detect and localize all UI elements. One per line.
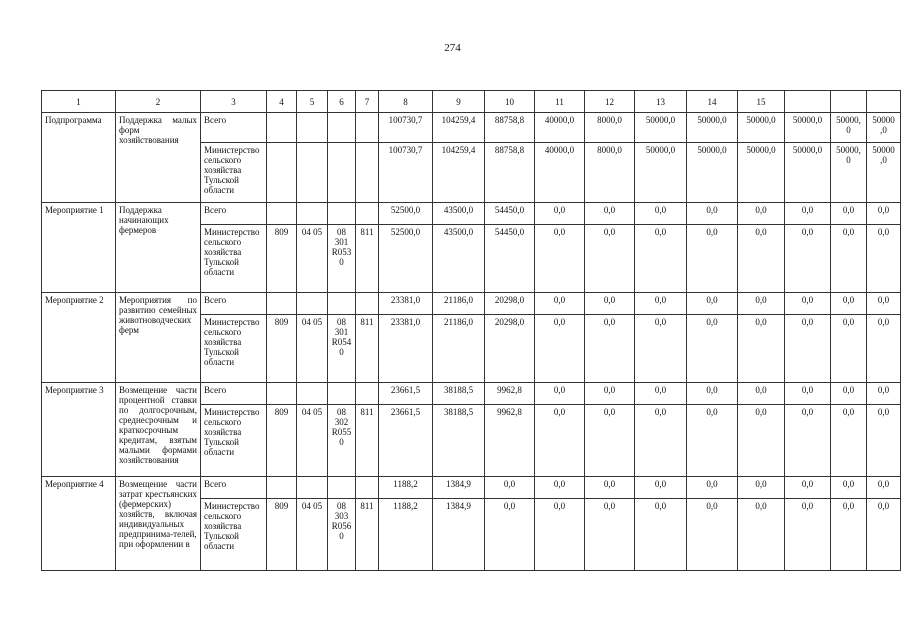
value-cell-col-17: 0,0	[831, 383, 867, 405]
header-cell-3: 3	[201, 91, 267, 113]
value-cell-col-11: 0,0	[535, 405, 585, 477]
header-row	[42, 91, 901, 113]
value-cell-col-14: 0,0	[687, 315, 738, 383]
header-cell-2: 2	[116, 91, 201, 113]
value-cell-col-18: 0,0	[867, 203, 901, 225]
program-item-name: Мероприятие 2	[42, 293, 116, 383]
value-cell-col-16: 0,0	[785, 405, 831, 477]
value-cell-col-11: 40000,0	[535, 143, 585, 203]
value-cell-col-14: 0,0	[687, 225, 738, 293]
header-cell-8: 8	[379, 91, 433, 113]
program-item-description: Мероприятия по развитию семейных животноводческих ферм	[116, 293, 201, 383]
page-number: 274	[444, 42, 461, 54]
value-cell-col-17: 50000, 0	[831, 143, 867, 203]
value-cell-col-13: 0,0	[635, 499, 687, 571]
value-cell-col-12: 0,0	[585, 405, 635, 477]
value-cell-col-9: 21186,0	[433, 293, 485, 315]
value-cell-col-6	[328, 293, 356, 315]
table-row	[42, 383, 901, 405]
value-cell-col-9: 43500,0	[433, 203, 485, 225]
value-cell-col-14: 0,0	[687, 499, 738, 571]
program-item-name: Мероприятие 4	[42, 477, 116, 571]
value-cell-col-6: 08 303 R056 0	[328, 499, 356, 571]
program-item-description: Возмещение части процентной ставки по долгосрочным, среднесрочным и краткосрочным кредитам, взятым малыми формами хозяйствования	[116, 383, 201, 477]
value-cell-col-9: 1384,9	[433, 477, 485, 499]
value-cell-col-5: 04 05	[297, 405, 328, 477]
funding-source-cell: Всего	[201, 203, 267, 225]
header-cell-18	[867, 91, 901, 113]
value-cell-col-16: 0,0	[785, 383, 831, 405]
value-cell-col-6	[328, 383, 356, 405]
value-cell-col-7: 811	[356, 499, 379, 571]
value-cell-col-12: 8000,0	[585, 143, 635, 203]
value-cell-col-9: 38188,5	[433, 405, 485, 477]
header-cell-17	[831, 91, 867, 113]
value-cell-col-15: 0,0	[738, 405, 785, 477]
value-cell-col-12: 0,0	[585, 477, 635, 499]
value-cell-col-10: 88758,8	[485, 113, 535, 143]
funding-source-cell: Министерство сельского хозяйства Тульской области	[201, 143, 267, 203]
program-item-description: Поддержка малых форм хозяйствования	[116, 113, 201, 203]
table-row	[42, 477, 901, 499]
value-cell-col-15: 0,0	[738, 477, 785, 499]
value-cell-col-5	[297, 143, 328, 203]
value-cell-col-15: 50000,0	[738, 143, 785, 203]
header-cell-1: 1	[42, 91, 116, 113]
value-cell-col-12: 8000,0	[585, 113, 635, 143]
value-cell-col-8: 23381,0	[379, 315, 433, 383]
value-cell-col-7	[356, 293, 379, 315]
value-cell-col-7: 811	[356, 405, 379, 477]
budget-table	[41, 90, 901, 571]
program-item-name: Мероприятие 1	[42, 203, 116, 293]
program-item-name: Мероприятие 3	[42, 383, 116, 477]
value-cell-col-12: 0,0	[585, 293, 635, 315]
value-cell-col-13: 0,0	[635, 477, 687, 499]
value-cell-col-18: 0,0	[867, 405, 901, 477]
value-cell-col-6	[328, 143, 356, 203]
value-cell-col-6	[328, 477, 356, 499]
value-cell-col-13: 50000,0	[635, 143, 687, 203]
value-cell-col-7	[356, 383, 379, 405]
value-cell-col-5: 04 05	[297, 499, 328, 571]
value-cell-col-8: 52500,0	[379, 225, 433, 293]
funding-source-cell: Министерство сельского хозяйства Тульской области	[201, 225, 267, 293]
value-cell-col-14: 0,0	[687, 383, 738, 405]
value-cell-col-17: 0,0	[831, 499, 867, 571]
value-cell-col-13: 0,0	[635, 225, 687, 293]
funding-source-cell: Всего	[201, 113, 267, 143]
header-cell-16	[785, 91, 831, 113]
value-cell-col-14: 0,0	[687, 293, 738, 315]
value-cell-col-8: 1188,2	[379, 477, 433, 499]
value-cell-col-12: 0,0	[585, 315, 635, 383]
value-cell-col-7	[356, 203, 379, 225]
value-cell-col-13: 0,0	[635, 203, 687, 225]
value-cell-col-8: 52500,0	[379, 203, 433, 225]
value-cell-col-15: 0,0	[738, 293, 785, 315]
value-cell-col-16: 0,0	[785, 225, 831, 293]
value-cell-col-18: 0,0	[867, 383, 901, 405]
header-cell-13: 13	[635, 91, 687, 113]
value-cell-col-14: 0,0	[687, 405, 738, 477]
value-cell-col-7: 811	[356, 225, 379, 293]
value-cell-col-16: 0,0	[785, 293, 831, 315]
value-cell-col-11: 0,0	[535, 203, 585, 225]
header-cell-11: 11	[535, 91, 585, 113]
value-cell-col-9: 21186,0	[433, 315, 485, 383]
value-cell-col-7: 811	[356, 315, 379, 383]
value-cell-col-11: 0,0	[535, 499, 585, 571]
value-cell-col-10: 54450,0	[485, 225, 535, 293]
header-cell-4: 4	[267, 91, 297, 113]
value-cell-col-4: 809	[267, 499, 297, 571]
value-cell-col-10: 9962,8	[485, 405, 535, 477]
value-cell-col-12: 0,0	[585, 203, 635, 225]
value-cell-col-5: 04 05	[297, 225, 328, 293]
value-cell-col-17: 0,0	[831, 477, 867, 499]
value-cell-col-14: 50000,0	[687, 113, 738, 143]
value-cell-col-4	[267, 113, 297, 143]
value-cell-col-6: 08 301 R053 0	[328, 225, 356, 293]
value-cell-col-10: 54450,0	[485, 203, 535, 225]
value-cell-col-15: 0,0	[738, 315, 785, 383]
value-cell-col-18: 0,0	[867, 499, 901, 571]
value-cell-col-4: 809	[267, 405, 297, 477]
header-cell-12: 12	[585, 91, 635, 113]
header-cell-7: 7	[356, 91, 379, 113]
value-cell-col-16: 50000,0	[785, 113, 831, 143]
value-cell-col-15: 0,0	[738, 203, 785, 225]
table-row	[42, 203, 901, 225]
funding-source-cell: Министерство сельского хозяйства Тульской области	[201, 405, 267, 477]
value-cell-col-4	[267, 203, 297, 225]
value-cell-col-6: 08 302 R055 0	[328, 405, 356, 477]
value-cell-col-6	[328, 203, 356, 225]
value-cell-col-14: 0,0	[687, 203, 738, 225]
header-cell-15: 15	[738, 91, 785, 113]
value-cell-col-17: 0,0	[831, 293, 867, 315]
value-cell-col-12: 0,0	[585, 499, 635, 571]
value-cell-col-8: 100730,7	[379, 113, 433, 143]
value-cell-col-17: 50000, 0	[831, 113, 867, 143]
value-cell-col-13: 0,0	[635, 405, 687, 477]
value-cell-col-8: 23661,5	[379, 383, 433, 405]
value-cell-col-16: 0,0	[785, 315, 831, 383]
value-cell-col-18: 0,0	[867, 315, 901, 383]
value-cell-col-12: 0,0	[585, 225, 635, 293]
header-cell-14: 14	[687, 91, 738, 113]
value-cell-col-8: 100730,7	[379, 143, 433, 203]
header-cell-6: 6	[328, 91, 356, 113]
funding-source-cell: Министерство сельского хозяйства Тульской области	[201, 315, 267, 383]
value-cell-col-11: 0,0	[535, 477, 585, 499]
value-cell-col-15: 0,0	[738, 225, 785, 293]
value-cell-col-10: 0,0	[485, 477, 535, 499]
value-cell-col-4	[267, 143, 297, 203]
value-cell-col-8: 1188,2	[379, 499, 433, 571]
value-cell-col-4	[267, 383, 297, 405]
header-cell-9: 9	[433, 91, 485, 113]
table-row	[42, 293, 901, 315]
value-cell-col-5	[297, 293, 328, 315]
value-cell-col-16: 50000,0	[785, 143, 831, 203]
value-cell-col-5	[297, 383, 328, 405]
value-cell-col-9: 104259,4	[433, 113, 485, 143]
value-cell-col-7	[356, 477, 379, 499]
value-cell-col-10: 20298,0	[485, 315, 535, 383]
value-cell-col-7	[356, 143, 379, 203]
value-cell-col-6: 08 301 R054 0	[328, 315, 356, 383]
funding-source-cell: Всего	[201, 383, 267, 405]
value-cell-col-18: 0,0	[867, 477, 901, 499]
value-cell-col-4: 809	[267, 315, 297, 383]
value-cell-col-10: 20298,0	[485, 293, 535, 315]
value-cell-col-11: 40000,0	[535, 113, 585, 143]
funding-source-cell: Всего	[201, 477, 267, 499]
funding-source-cell: Министерство сельского хозяйства Тульской области	[201, 499, 267, 571]
value-cell-col-10: 0,0	[485, 499, 535, 571]
value-cell-col-12: 0,0	[585, 383, 635, 405]
value-cell-col-15: 0,0	[738, 499, 785, 571]
funding-source-cell: Всего	[201, 293, 267, 315]
value-cell-col-17: 0,0	[831, 315, 867, 383]
value-cell-col-5	[297, 477, 328, 499]
table-row	[42, 113, 901, 143]
value-cell-col-10: 9962,8	[485, 383, 535, 405]
value-cell-col-11: 0,0	[535, 225, 585, 293]
value-cell-col-9: 38188,5	[433, 383, 485, 405]
value-cell-col-14: 50000,0	[687, 143, 738, 203]
value-cell-col-7	[356, 113, 379, 143]
value-cell-col-17: 0,0	[831, 405, 867, 477]
value-cell-col-18: 50000 ,0	[867, 113, 901, 143]
value-cell-col-11: 0,0	[535, 383, 585, 405]
value-cell-col-4	[267, 477, 297, 499]
value-cell-col-13: 0,0	[635, 315, 687, 383]
value-cell-col-18: 50000 ,0	[867, 143, 901, 203]
value-cell-col-15: 50000,0	[738, 113, 785, 143]
value-cell-col-8: 23381,0	[379, 293, 433, 315]
value-cell-col-5: 04 05	[297, 315, 328, 383]
program-item-name: Подпрограмма	[42, 113, 116, 203]
program-item-description: Возмещение части затрат крестьянских (фермерских) хозяйств, включая индивидуальных предпринима-телей, при оформлении в	[116, 477, 201, 571]
value-cell-col-10: 88758,8	[485, 143, 535, 203]
value-cell-col-8: 23661,5	[379, 405, 433, 477]
value-cell-col-11: 0,0	[535, 315, 585, 383]
value-cell-col-9: 104259,4	[433, 143, 485, 203]
value-cell-col-17: 0,0	[831, 225, 867, 293]
program-item-description: Поддержка начинающих фермеров	[116, 203, 201, 293]
value-cell-col-9: 43500,0	[433, 225, 485, 293]
value-cell-col-13: 0,0	[635, 293, 687, 315]
value-cell-col-13: 50000,0	[635, 113, 687, 143]
value-cell-col-6	[328, 113, 356, 143]
value-cell-col-4: 809	[267, 225, 297, 293]
value-cell-col-13: 0,0	[635, 383, 687, 405]
header-cell-5: 5	[297, 91, 328, 113]
value-cell-col-17: 0,0	[831, 203, 867, 225]
value-cell-col-5	[297, 113, 328, 143]
value-cell-col-18: 0,0	[867, 293, 901, 315]
value-cell-col-16: 0,0	[785, 499, 831, 571]
value-cell-col-16: 0,0	[785, 203, 831, 225]
value-cell-col-11: 0,0	[535, 293, 585, 315]
value-cell-col-5	[297, 203, 328, 225]
value-cell-col-15: 0,0	[738, 383, 785, 405]
value-cell-col-18: 0,0	[867, 225, 901, 293]
header-cell-10: 10	[485, 91, 535, 113]
value-cell-col-16: 0,0	[785, 477, 831, 499]
value-cell-col-14: 0,0	[687, 477, 738, 499]
value-cell-col-9: 1384,9	[433, 499, 485, 571]
value-cell-col-4	[267, 293, 297, 315]
